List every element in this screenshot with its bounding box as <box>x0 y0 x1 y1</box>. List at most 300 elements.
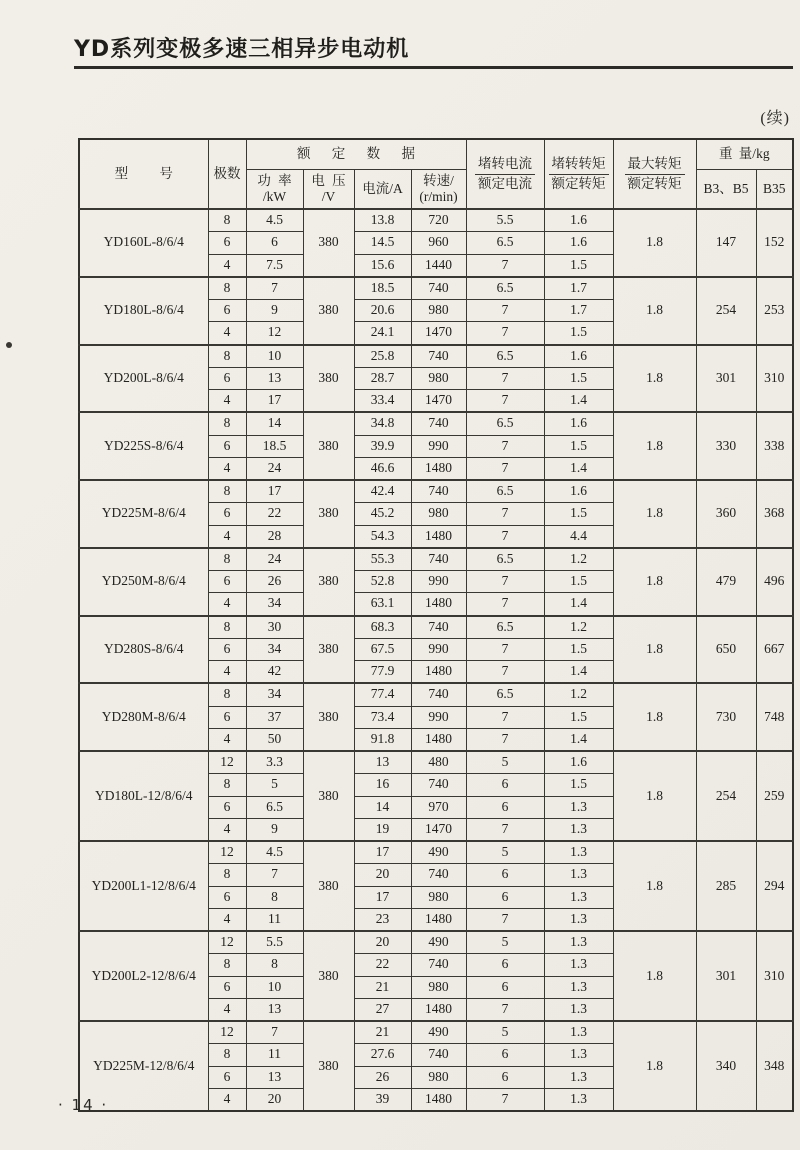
locked-current-ratio-cell: 5 <box>466 1021 544 1044</box>
speed-cell: 980 <box>411 503 466 525</box>
speed-cell: 1480 <box>411 1088 466 1111</box>
power-cell: 42 <box>246 661 303 684</box>
table-body <box>79 209 793 1111</box>
locked-current-ratio-cell: 6 <box>466 976 544 998</box>
locked-current-ratio-cell: 7 <box>466 998 544 1021</box>
poles-cell: 6 <box>208 638 246 660</box>
current-cell: 73.4 <box>354 706 411 728</box>
poles-cell: 4 <box>208 818 246 841</box>
poles-cell: 6 <box>208 300 246 322</box>
locked-current-ratio-cell: 6.5 <box>466 345 544 368</box>
max-torque-ratio-cell: 1.8 <box>613 209 696 277</box>
speed-cell: 740 <box>411 864 466 886</box>
power-cell: 5.5 <box>246 931 303 954</box>
power-cell: 12 <box>246 322 303 345</box>
locked-torque-denominator: 额定转矩 <box>551 175 606 191</box>
locked-torque-ratio-cell: 1.3 <box>544 841 613 864</box>
table-row <box>79 1021 793 1044</box>
power-cell: 4.5 <box>246 209 303 232</box>
speed-cell: 960 <box>411 232 466 254</box>
header-b3-b5: B3、B5 <box>696 170 756 210</box>
max-torque-ratio-cell: 1.8 <box>613 931 696 1021</box>
page-title: YD系列变极多速三相异步电动机 <box>74 37 410 62</box>
speed-cell: 1440 <box>411 254 466 277</box>
current-cell: 20.6 <box>354 300 411 322</box>
power-cell: 6 <box>246 232 303 254</box>
poles-cell: 8 <box>208 616 246 639</box>
poles-cell: 4 <box>208 525 246 548</box>
current-cell: 34.8 <box>354 412 411 435</box>
voltage-cell: 380 <box>303 345 354 413</box>
locked-torque-ratio-cell: 1.6 <box>544 480 613 503</box>
poles-cell: 4 <box>208 254 246 277</box>
poles-cell: 6 <box>208 796 246 818</box>
locked-current-ratio-cell: 6 <box>466 1066 544 1088</box>
power-cell: 50 <box>246 728 303 751</box>
poles-cell: 6 <box>208 367 246 389</box>
speed-cell: 1480 <box>411 525 466 548</box>
weight-b35-cell: 259 <box>756 751 793 841</box>
header-max-torque-ratio <box>613 139 696 209</box>
model-cell: YD280S-8/6/4 <box>79 616 208 684</box>
locked-torque-ratio-cell: 1.6 <box>544 209 613 232</box>
model-cell: YD160L-8/6/4 <box>79 209 208 277</box>
current-cell: 21 <box>354 976 411 998</box>
weight-b3-b5-cell: 479 <box>696 548 756 616</box>
locked-current-ratio-cell: 7 <box>466 254 544 277</box>
speed-cell: 1480 <box>411 998 466 1021</box>
power-cell: 24 <box>246 548 303 571</box>
locked-current-ratio-cell: 7 <box>466 300 544 322</box>
locked-current-ratio-cell: 6 <box>466 796 544 818</box>
header-weight: 重 量/kg <box>696 139 793 170</box>
current-cell: 16 <box>354 774 411 796</box>
power-cell: 7 <box>246 864 303 886</box>
locked-current-ratio-cell: 7 <box>466 661 544 684</box>
power-cell: 18.5 <box>246 435 303 457</box>
speed-cell: 740 <box>411 774 466 796</box>
current-cell: 54.3 <box>354 525 411 548</box>
power-cell: 5 <box>246 774 303 796</box>
current-cell: 15.6 <box>354 254 411 277</box>
locked-torque-ratio-cell: 1.4 <box>544 728 613 751</box>
speed-cell: 1480 <box>411 728 466 751</box>
locked-current-ratio-cell: 5 <box>466 751 544 774</box>
table-row <box>79 683 793 706</box>
locked-torque-ratio-cell: 1.5 <box>544 571 613 593</box>
power-cell: 37 <box>246 706 303 728</box>
header-poles: 极数 <box>208 139 246 209</box>
current-cell: 33.4 <box>354 390 411 413</box>
speed-cell: 1470 <box>411 322 466 345</box>
power-cell: 11 <box>246 908 303 931</box>
speed-cell: 980 <box>411 886 466 908</box>
poles-cell: 4 <box>208 661 246 684</box>
locked-current-ratio-cell: 6 <box>466 886 544 908</box>
power-cell: 7.5 <box>246 254 303 277</box>
power-cell: 9 <box>246 818 303 841</box>
weight-b3-b5-cell: 330 <box>696 412 756 480</box>
weight-b35-cell: 310 <box>756 931 793 1021</box>
current-cell: 24.1 <box>354 322 411 345</box>
model-cell: YD280M-8/6/4 <box>79 683 208 751</box>
locked-torque-ratio-cell: 1.3 <box>544 886 613 908</box>
locked-current-ratio-cell: 7 <box>466 367 544 389</box>
poles-cell: 8 <box>208 954 246 976</box>
locked-torque-ratio-cell: 1.3 <box>544 1088 613 1111</box>
max-torque-ratio-cell: 1.8 <box>613 345 696 413</box>
weight-b3-b5-cell: 147 <box>696 209 756 277</box>
locked-torque-ratio-cell: 1.5 <box>544 706 613 728</box>
poles-cell: 6 <box>208 232 246 254</box>
table-row <box>79 412 793 435</box>
weight-b3-b5-cell: 301 <box>696 931 756 1021</box>
header-speed <box>411 170 466 210</box>
locked-torque-ratio-cell: 1.3 <box>544 1066 613 1088</box>
poles-cell: 6 <box>208 435 246 457</box>
weight-b35-cell: 368 <box>756 480 793 548</box>
voltage-cell: 380 <box>303 616 354 684</box>
model-cell: YD200L-8/6/4 <box>79 345 208 413</box>
poles-cell: 12 <box>208 841 246 864</box>
current-cell: 25.8 <box>354 345 411 368</box>
voltage-cell: 380 <box>303 841 354 931</box>
power-cell: 34 <box>246 683 303 706</box>
model-cell: YD250M-8/6/4 <box>79 548 208 616</box>
model-cell: YD225M-12/8/6/4 <box>79 1021 208 1111</box>
current-cell: 91.8 <box>354 728 411 751</box>
table-row <box>79 616 793 639</box>
current-cell: 27.6 <box>354 1044 411 1066</box>
poles-cell: 6 <box>208 1066 246 1088</box>
poles-cell: 4 <box>208 1088 246 1111</box>
locked-torque-ratio-cell: 1.7 <box>544 300 613 322</box>
current-cell: 19 <box>354 818 411 841</box>
current-cell: 52.8 <box>354 571 411 593</box>
current-cell: 22 <box>354 954 411 976</box>
speed-cell: 490 <box>411 931 466 954</box>
max-torque-ratio-cell: 1.8 <box>613 1021 696 1111</box>
locked-current-denominator: 额定电流 <box>478 175 532 191</box>
locked-torque-ratio-cell: 1.4 <box>544 457 613 480</box>
locked-torque-ratio-cell: 4.4 <box>544 525 613 548</box>
power-cell: 34 <box>246 638 303 660</box>
locked-current-ratio-cell: 6 <box>466 1044 544 1066</box>
locked-current-ratio-cell: 7 <box>466 322 544 345</box>
header-b35: B35 <box>756 170 793 210</box>
speed-cell: 490 <box>411 841 466 864</box>
model-cell: YD225M-8/6/4 <box>79 480 208 548</box>
table-row <box>79 277 793 300</box>
weight-b3-b5-cell: 285 <box>696 841 756 931</box>
current-cell: 39 <box>354 1088 411 1111</box>
locked-current-ratio-cell: 6.5 <box>466 412 544 435</box>
poles-cell: 12 <box>208 1021 246 1044</box>
header-speed-line2: (r/min) <box>419 189 458 204</box>
header-rated-data: 额 定 数 据 <box>246 139 466 170</box>
power-cell: 9 <box>246 300 303 322</box>
locked-current-ratio-cell: 7 <box>466 706 544 728</box>
current-cell: 20 <box>354 931 411 954</box>
header-voltage-line2: /V <box>321 189 336 204</box>
header-power-line1: 功 率 <box>257 172 292 188</box>
power-cell: 13 <box>246 367 303 389</box>
locked-current-ratio-cell: 5 <box>466 931 544 954</box>
weight-b35-cell: 338 <box>756 412 793 480</box>
locked-current-ratio-cell: 6.5 <box>466 277 544 300</box>
max-torque-ratio-cell: 1.8 <box>613 841 696 931</box>
locked-torque-ratio-cell: 1.2 <box>544 548 613 571</box>
current-cell: 77.4 <box>354 683 411 706</box>
table-row <box>79 345 793 368</box>
model-cell: YD225S-8/6/4 <box>79 412 208 480</box>
locked-current-ratio-cell: 7 <box>466 503 544 525</box>
speed-cell: 990 <box>411 435 466 457</box>
locked-torque-ratio-cell: 1.5 <box>544 503 613 525</box>
locked-current-ratio-cell: 7 <box>466 525 544 548</box>
power-cell: 17 <box>246 480 303 503</box>
max-torque-ratio-cell: 1.8 <box>613 751 696 841</box>
locked-torque-ratio-cell: 1.3 <box>544 908 613 931</box>
locked-torque-ratio-cell: 1.3 <box>544 931 613 954</box>
locked-current-ratio-cell: 6 <box>466 954 544 976</box>
locked-current-ratio-cell: 7 <box>466 638 544 660</box>
header-power-line2: /kW <box>262 189 287 204</box>
title-rule <box>74 66 793 69</box>
poles-cell: 8 <box>208 548 246 571</box>
weight-b3-b5-cell: 254 <box>696 277 756 345</box>
poles-cell: 8 <box>208 209 246 232</box>
current-cell: 39.9 <box>354 435 411 457</box>
power-cell: 3.3 <box>246 751 303 774</box>
model-cell: YD200L1-12/8/6/4 <box>79 841 208 931</box>
speed-cell: 980 <box>411 367 466 389</box>
locked-current-ratio-cell: 6 <box>466 774 544 796</box>
locked-current-ratio-cell: 7 <box>466 728 544 751</box>
locked-torque-ratio-cell: 1.5 <box>544 254 613 277</box>
current-cell: 42.4 <box>354 480 411 503</box>
speed-cell: 1480 <box>411 908 466 931</box>
max-torque-ratio-cell: 1.8 <box>613 683 696 751</box>
speed-cell: 980 <box>411 1066 466 1088</box>
speed-cell: 1480 <box>411 661 466 684</box>
locked-torque-ratio-cell: 1.5 <box>544 367 613 389</box>
table-row <box>79 480 793 503</box>
voltage-cell: 380 <box>303 548 354 616</box>
max-torque-ratio-cell: 1.8 <box>613 480 696 548</box>
power-cell: 13 <box>246 998 303 1021</box>
locked-torque-ratio-cell: 1.3 <box>544 818 613 841</box>
voltage-cell: 380 <box>303 931 354 1021</box>
weight-b3-b5-cell: 730 <box>696 683 756 751</box>
speed-cell: 740 <box>411 548 466 571</box>
table-row <box>79 841 793 864</box>
current-cell: 67.5 <box>354 638 411 660</box>
poles-cell: 4 <box>208 593 246 616</box>
locked-torque-ratio-cell: 1.5 <box>544 774 613 796</box>
power-cell: 30 <box>246 616 303 639</box>
locked-torque-ratio-cell: 1.3 <box>544 1044 613 1066</box>
power-cell: 22 <box>246 503 303 525</box>
current-cell: 14.5 <box>354 232 411 254</box>
weight-b3-b5-cell: 301 <box>696 345 756 413</box>
locked-current-ratio-cell: 6.5 <box>466 480 544 503</box>
poles-cell: 8 <box>208 345 246 368</box>
speed-cell: 980 <box>411 976 466 998</box>
locked-current-ratio-cell: 7 <box>466 435 544 457</box>
weight-b3-b5-cell: 650 <box>696 616 756 684</box>
locked-torque-ratio-cell: 1.6 <box>544 345 613 368</box>
power-cell: 13 <box>246 1066 303 1088</box>
locked-torque-ratio-cell: 1.6 <box>544 751 613 774</box>
max-torque-numerator: 最大转矩 <box>625 156 685 175</box>
locked-torque-numerator: 堵转转矩 <box>549 156 609 175</box>
header-locked-torque-ratio <box>544 139 613 209</box>
current-cell: 27 <box>354 998 411 1021</box>
locked-current-ratio-cell: 7 <box>466 593 544 616</box>
speed-cell: 1470 <box>411 390 466 413</box>
table-row <box>79 931 793 954</box>
current-cell: 77.9 <box>354 661 411 684</box>
locked-current-numerator: 堵转电流 <box>475 156 535 175</box>
power-cell: 24 <box>246 457 303 480</box>
power-cell: 7 <box>246 277 303 300</box>
current-cell: 68.3 <box>354 616 411 639</box>
weight-b3-b5-cell: 340 <box>696 1021 756 1111</box>
locked-current-ratio-cell: 6.5 <box>466 232 544 254</box>
power-cell: 11 <box>246 1044 303 1066</box>
speed-cell: 990 <box>411 638 466 660</box>
speed-cell: 1470 <box>411 818 466 841</box>
current-cell: 18.5 <box>354 277 411 300</box>
speed-cell: 740 <box>411 345 466 368</box>
weight-b35-cell: 253 <box>756 277 793 345</box>
header-model: 型 号 <box>79 139 208 209</box>
power-cell: 4.5 <box>246 841 303 864</box>
locked-current-ratio-cell: 7 <box>466 908 544 931</box>
motor-spec-table <box>78 138 794 1112</box>
power-cell: 17 <box>246 390 303 413</box>
speed-cell: 740 <box>411 616 466 639</box>
voltage-cell: 380 <box>303 751 354 841</box>
speed-cell: 970 <box>411 796 466 818</box>
power-cell: 10 <box>246 345 303 368</box>
speed-cell: 980 <box>411 300 466 322</box>
power-cell: 20 <box>246 1088 303 1111</box>
poles-cell: 6 <box>208 503 246 525</box>
locked-torque-ratio-cell: 1.5 <box>544 322 613 345</box>
locked-torque-ratio-cell: 1.2 <box>544 683 613 706</box>
locked-current-ratio-cell: 5.5 <box>466 209 544 232</box>
header-locked-current-ratio <box>466 139 544 209</box>
poles-cell: 12 <box>208 751 246 774</box>
current-cell: 28.7 <box>354 367 411 389</box>
locked-torque-ratio-cell: 1.5 <box>544 638 613 660</box>
poles-cell: 6 <box>208 886 246 908</box>
poles-cell: 6 <box>208 706 246 728</box>
current-cell: 21 <box>354 1021 411 1044</box>
poles-cell: 8 <box>208 774 246 796</box>
locked-torque-ratio-cell: 1.4 <box>544 661 613 684</box>
speed-cell: 480 <box>411 751 466 774</box>
locked-torque-ratio-cell: 1.4 <box>544 593 613 616</box>
locked-current-ratio-cell: 7 <box>466 818 544 841</box>
current-cell: 14 <box>354 796 411 818</box>
weight-b35-cell: 310 <box>756 345 793 413</box>
power-cell: 34 <box>246 593 303 616</box>
locked-current-ratio-cell: 6 <box>466 864 544 886</box>
weight-b35-cell: 152 <box>756 209 793 277</box>
speed-cell: 740 <box>411 480 466 503</box>
poles-cell: 4 <box>208 322 246 345</box>
locked-torque-ratio-cell: 1.4 <box>544 390 613 413</box>
weight-b35-cell: 348 <box>756 1021 793 1111</box>
current-cell: 20 <box>354 864 411 886</box>
locked-torque-ratio-cell: 1.6 <box>544 412 613 435</box>
weight-b35-cell: 667 <box>756 616 793 684</box>
locked-torque-ratio-cell: 1.3 <box>544 864 613 886</box>
power-cell: 7 <box>246 1021 303 1044</box>
current-cell: 17 <box>354 841 411 864</box>
model-cell: YD180L-12/8/6/4 <box>79 751 208 841</box>
speed-cell: 1480 <box>411 593 466 616</box>
locked-current-ratio-cell: 6.5 <box>466 548 544 571</box>
current-cell: 23 <box>354 908 411 931</box>
speed-cell: 1480 <box>411 457 466 480</box>
poles-cell: 4 <box>208 457 246 480</box>
max-torque-ratio-cell: 1.8 <box>613 277 696 345</box>
power-cell: 14 <box>246 412 303 435</box>
locked-torque-ratio-cell: 1.2 <box>544 616 613 639</box>
speed-cell: 740 <box>411 683 466 706</box>
power-cell: 6.5 <box>246 796 303 818</box>
speed-cell: 490 <box>411 1021 466 1044</box>
current-cell: 63.1 <box>354 593 411 616</box>
locked-current-ratio-cell: 7 <box>466 457 544 480</box>
locked-torque-ratio-cell: 1.3 <box>544 998 613 1021</box>
voltage-cell: 380 <box>303 412 354 480</box>
speed-cell: 720 <box>411 209 466 232</box>
locked-torque-ratio-cell: 1.3 <box>544 1021 613 1044</box>
power-cell: 26 <box>246 571 303 593</box>
table-row <box>79 209 793 232</box>
max-torque-denominator: 额定转矩 <box>627 175 682 191</box>
current-cell: 46.6 <box>354 457 411 480</box>
voltage-cell: 380 <box>303 1021 354 1111</box>
locked-torque-ratio-cell: 1.7 <box>544 277 613 300</box>
current-cell: 13.8 <box>354 209 411 232</box>
weight-b35-cell: 748 <box>756 683 793 751</box>
current-cell: 26 <box>354 1066 411 1088</box>
power-cell: 28 <box>246 525 303 548</box>
continued-note: (续) <box>760 110 790 127</box>
poles-cell: 8 <box>208 412 246 435</box>
locked-torque-ratio-cell: 1.3 <box>544 796 613 818</box>
locked-current-ratio-cell: 6.5 <box>466 616 544 639</box>
voltage-cell: 380 <box>303 480 354 548</box>
header-voltage <box>303 170 354 210</box>
poles-cell: 8 <box>208 1044 246 1066</box>
table-row <box>79 548 793 571</box>
table-row <box>79 751 793 774</box>
speed-cell: 740 <box>411 1044 466 1066</box>
locked-torque-ratio-cell: 1.3 <box>544 954 613 976</box>
header-current: 电流/A <box>354 170 411 210</box>
current-cell: 55.3 <box>354 548 411 571</box>
page-number: · 14 · <box>58 1096 109 1114</box>
power-cell: 10 <box>246 976 303 998</box>
current-cell: 13 <box>354 751 411 774</box>
